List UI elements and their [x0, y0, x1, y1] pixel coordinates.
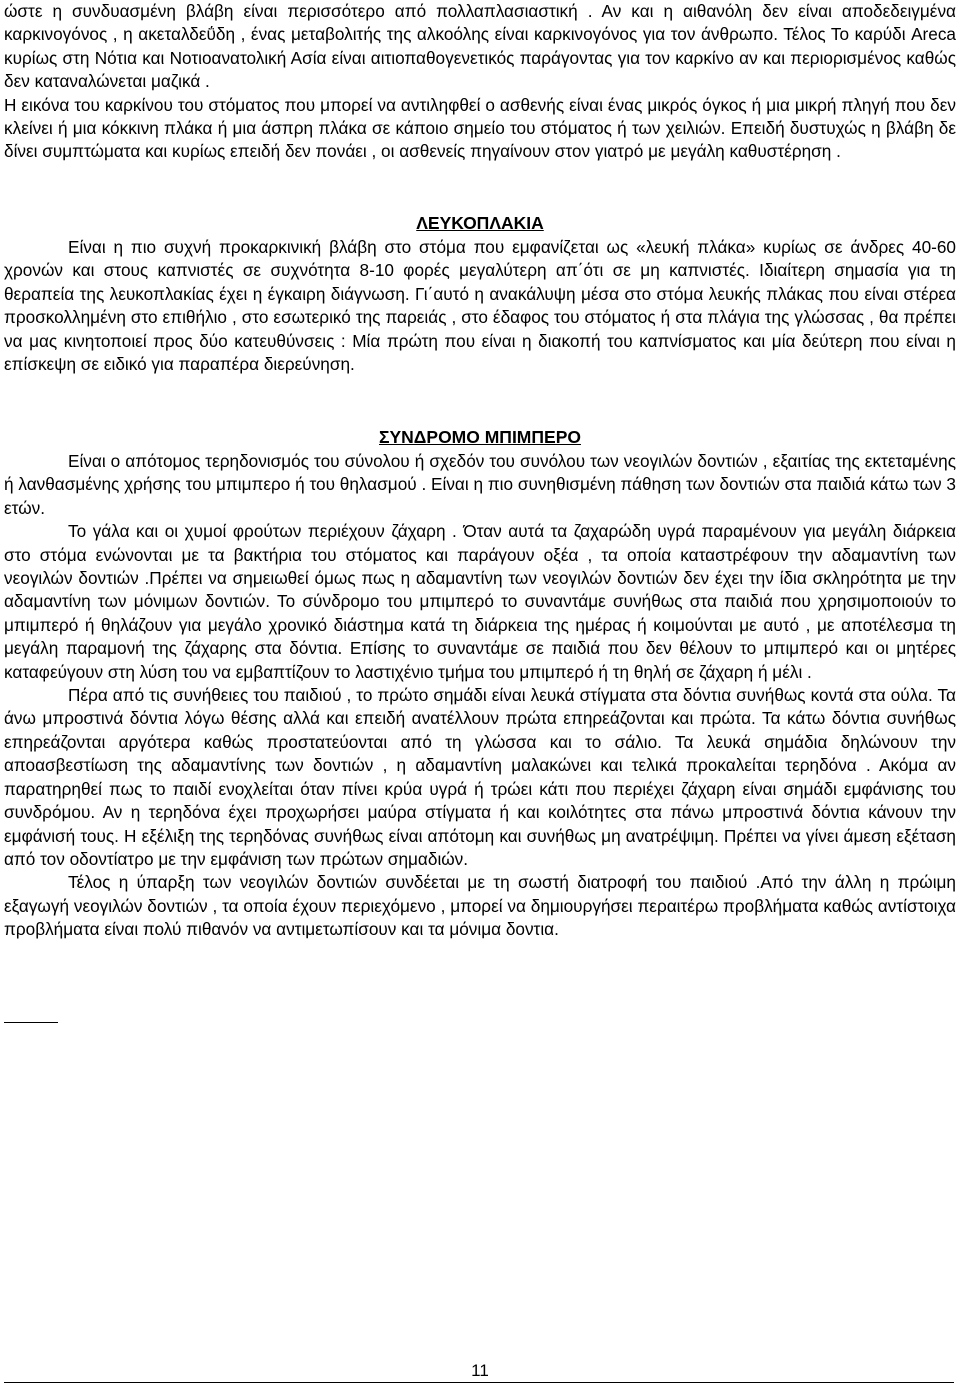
page-number: 11 [471, 1361, 489, 1380]
leukoplakia-paragraph: Είναι η πιο συχνή προκαρκινική βλάβη στο στόμα που εμφανίζεται ως «λευκή πλάκα» κυρίως σε άνδρες 40-60 χρονών και στους καπνιστές σε συχνότητα 8-10 φορές μεγαλύτερη απ΄ότι σε μη καπνιστές. Ιδιαίτερη σημασία για τη θεραπεία της λευκοπλακίας έχει η έγκαιρη διάγνωση. Γι΄αυτό η ανακάλυψη μέσα στο στόμα λευκής πλάκας που είναι στέρεα προσκολλημένη στο επιθήλιο , στο εσωτερικό της παρειάς , στο έδαφος του στόματος ή στα πλάγια της γλώσσας , θα πρέπει να μας κινητοποιεί προς δύο κατευθύνσεις : Μία πρώτη που είναι η διακοπή του καπνίσματος και μία δεύτερη που είναι η επίσκεψη σε ειδικό για παραπέρα διερεύνηση. [4, 237, 956, 375]
leukoplakia-section [4, 236, 956, 376]
bottle-paragraph-2: Το γάλα και οι χυμοί φρούτων περιέχουν ζάχαρη . Όταν αυτά τα ζαχαρώδη υγρά παραμένουν για μεγάλη διάρκεια στο στόμα ενώνονται με τα βακτήρια του στόματος και παράγουν οξέα , τα οποία καταστρέφουν την αδαμαντίνη των νεογιλών δοντιών .Πρέπει να σημειωθεί όμως πως η αδαμαντίνη των νεογιλών δοντιών δεν έχει την ίδια σκληρότητα με την αδαμαντίνη των μόνιμων δοντιών. Το σύνδρομο του μπιμπερό το συναντάμε συνήθως στα παιδιά που χρησιμοποιούν το μπιμπερό ή θηλάζουν για μεγάλο χρονικό διάστημα κατά τη διάρκεια της ημέρας ή κοιμούνται με αυτό , με αποτέλεσμα τη μεγάλη παραμονή της ζάχαρης στα δόντια. Επίσης το συναντάμε σε παιδιά που δεν θέλουν το μπιμπερό και οι μητέρες καταφεύγουν στη λύση του να εμβαπτίζουν το λαστιχένιο τμήμα του μπιμπερό ή τη θηλή σε ζάχαρη ή μέλι . [4, 521, 956, 682]
intro-paragraph-1: ώστε η συνδυασμένη βλάβη είναι περισσότερο από πολλαπλασιαστική . Αν και η αιθανόλη δεν είναι αποδεδειγμένα καρκινογόνος , η ακεταλδεΰδη , ένας μεταβολιτής της αλκοόλης είναι καρκινογόνος για τον άνθρωπο. Τέλος Το καρύδι Areca κυρίως στη Νότια και Νοτιοανατολική Ασία είναι αιτιοπαθογενετικός παράγοντας για τον καρκίνο αν και περιορισμένος καθώς δεν καταναλώνεται μαζικά . [4, 1, 956, 92]
bottle-paragraph-3: Πέρα από τις συνήθειες του παιδιού , το πρώτο σημάδι είναι λευκά στίγματα στα δόντια συνήθως κοντά στα ούλα. Τα άνω μπροστινά δόντια λόγω θέσης αλλά και επειδή ανατέλλουν πρώτα επηρεάζονται και πρώτα. Τα κάτω δόντια συνήθως επηρεάζονται αργότερα καθώς προστατεύονται από τη γλώσσα και το σάλιο. Τα λευκά σημάδια δηλώνουν την αποασβεστίωση της αδαμαντίνης των δοντιών , η αδαμαντίνη μαλακώνει και τελικά προκαλείται τερηδόνα . Ακόμα αν παρατηρηθεί πως το παιδί ενοχλείται όταν πίνει κρύα υγρά ή τρώει κάτι που περιέχει ζάχαρη είναι σημάδι εμφάνισης του συνδρόμου. Αν η τερηδόνα έχει προχωρήσει μαύρα στίγματα ή και κοιλότητες στα πάνω μπροστινά δόντια κάνουν την εμφάνισή τους. Η εξέλιξη της τερηδόνας συνήθως είναι απότομη και συνήθως μη ανατρέψιμη. Πρέπει να γίνει άμεση εξέταση από τον οδοντίατρο με την εμφάνιση των πρώτων σημαδιών. [4, 685, 956, 869]
footer-rule [4, 1382, 954, 1383]
bottle-syndrome-section [4, 450, 956, 942]
bottle-paragraph-4: Τέλος η ύπαρξη των νεογιλών δοντιών συνδέεται με τη σωστή διατροφή του παιδιού .Από την άλλη η πρώιμη εξαγωγή νεογιλών δοντιών , τα οποία έχουν περιεχόμενο , μπορεί να δημιουργήσει περαιτέρω προβλήματα καθώς αντίστοιχα προβλήματα είναι πολύ πιθανόν να αντιμετωπίσουν και τα μόνιμα δοντια. [4, 872, 956, 940]
intro-section [4, 0, 956, 164]
intro-paragraph-2: Η εικόνα του καρκίνου του στόματος που μπορεί να αντιληφθεί ο ασθενής είναι ένας μικρός όγκος ή μια μικρή πληγή που δεν κλείνει ή μια κόκκινη πλάκα ή μια άσπρη πλάκα σε κάποιο σημείο του στόματος ή των χειλιών. Επειδή δυστυχώς η βλάβη δε δίνει συμπτώματα και κυρίως επειδή δεν πονάει , οι ασθενείς πηγαίνουν στον γιατρό με μεγάλη καθυστέρηση . [4, 94, 956, 162]
leukoplakia-heading: ΛΕΥΚΟΠΛΑΚΙΑ [416, 213, 544, 233]
bottle-paragraph-1: Είναι ο απότομος τερηδονισμός του σύνολου ή σχεδόν του συνόλου των νεογιλών δοντιών , εξαιτίας της εκτεταμένης ή λανθασμένης χρήσης του μπιμπερο ή του θηλασμού . Είναι η πιο συνηθισμένη πάθηση των δοντιών στα παιδιά κάτω των 3 ετών. [4, 451, 956, 518]
footnote-separator [4, 1022, 58, 1023]
bottle-syndrome-heading: ΣΥΝΔΡΟΜΟ ΜΠΙΜΠΕΡΟ [379, 427, 581, 447]
